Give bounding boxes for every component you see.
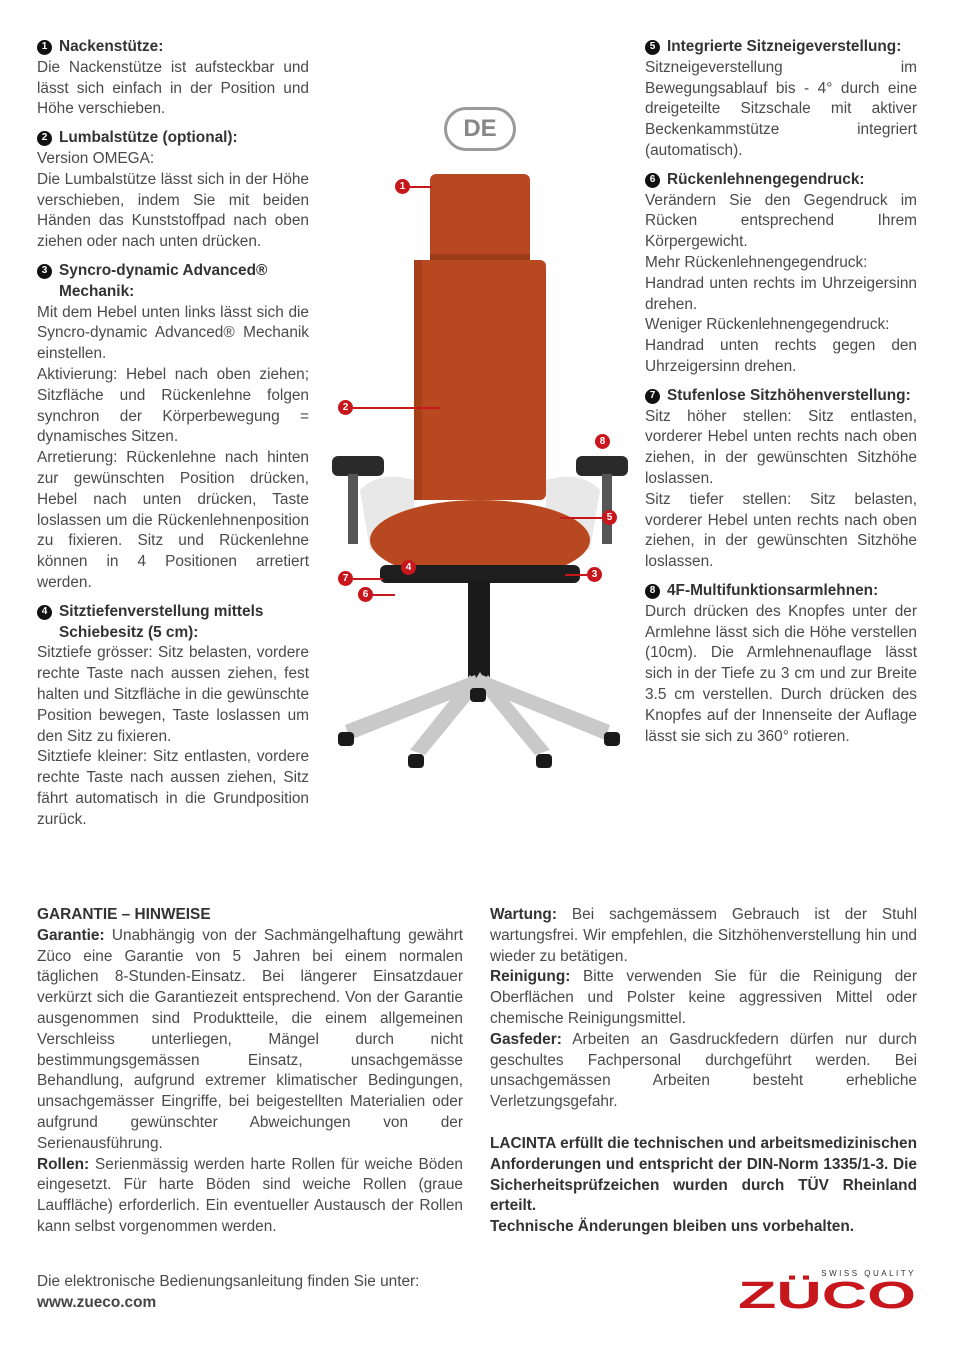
feature-text: Weniger Rückenlehnengegendruck: — [645, 316, 890, 334]
feature-number: 7 — [645, 389, 660, 404]
feature-number: 3 — [37, 264, 52, 279]
feature-text: Handrad unten rechts im Uhrzeigersinn drehen. — [645, 274, 917, 313]
feature-text: Sitz tiefer stellen: Sitz belasten, vorderer Hebel unten rechts nach oben ziehen, in der gewünschten Sitzhöhe loslassen. — [645, 490, 917, 571]
feature-title: Lumbalstütze (optional): — [59, 129, 238, 147]
feature-title: Syncro-dynamic Advanced® Mechanik: — [59, 261, 268, 300]
gasfeder-text: Arbeiten an Gasdruckfedern dürfen nur durch geschultes Fachpersonal durchgeführt werden. Bei unsachgemässen Arbeiten besteht erhebliche Verletzungsgefahr. — [490, 1030, 917, 1111]
footer — [37, 1271, 419, 1313]
feature-number: 5 — [645, 40, 660, 55]
wartung-label: Wartung: — [490, 906, 557, 923]
feature-number: 4 — [37, 605, 52, 620]
gasfeder-label: Gasfeder: — [490, 1030, 562, 1048]
rollen-label: Rollen: — [37, 1155, 90, 1173]
zueco-logo — [738, 1268, 918, 1310]
feature-text: Sitz höher stellen: Sitz entlasten, vorderer Hebel unten rechts nach oben ziehen, in der gewünschten Sitzhöhe loslassen. — [645, 407, 917, 487]
feature-7 — [645, 386, 917, 573]
callout-line — [560, 517, 602, 519]
callout-line — [410, 186, 432, 188]
footer-line: Die elektronische Bedienungsanleitung finden Sie unter: — [37, 1273, 420, 1290]
guarantee-section — [37, 905, 463, 1238]
wartung-text: Bei sachgemässem Gebrauch ist der Stuhl wartungsfrei. Wir empfehlen, die Sitzhöhenverstellung hin und wieder zu betätigen. — [490, 906, 917, 965]
feature-text: Arretierung: Rückenlehne nach hinten zur gewünschten Position drücken, Hebel nach unten drücken, Taste loslassen um die Rückenlehnenposition zu fixieren. Sitz und Rückenlehne können in 4 Positionen arretiert werden. — [37, 449, 309, 591]
backrest — [414, 260, 546, 500]
callout-8: 8 — [595, 434, 610, 449]
feature-text: Mit dem Hebel unten links lässt sich die Syncro-dynamic Advanced® Mechanik einstellen. — [37, 303, 309, 363]
office-chair-illustration — [320, 160, 640, 780]
feature-text: Mehr Rückenlehnengegendruck: — [645, 253, 868, 271]
garantie-label: Garantie: — [37, 926, 105, 944]
feature-1 — [37, 37, 309, 120]
callout-2: 2 — [338, 400, 353, 415]
callout-3: 3 — [587, 567, 602, 582]
feature-title: Rückenlehnengegendruck: — [667, 170, 865, 188]
feature-text: Sitztiefe grösser: Sitz belasten, vordere rechte Taste nach aussen ziehen, fest halten und Sitzfläche in die gewünschte Position bewegen, Taste loslassen um den Sitz zu fixieren. — [37, 644, 309, 745]
left-armrest — [332, 456, 384, 476]
logo-wordmark: ZÜCO — [738, 1275, 846, 1310]
callout-line — [565, 574, 587, 576]
feature-5 — [645, 37, 917, 162]
left-feature-column — [37, 37, 309, 838]
feature-text: Verändern Sie den Gegendruck im Rücken entsprechend Ihrem Körpergewicht. — [645, 191, 917, 251]
garantie-text: Unabhängig von der Sachmängelhaftung gewährt Züco eine Garantie von 5 Jahren bei einem normalen täglichen 8-Stunden-Einsatz. Bei längerer Einsatzdauer verkürzt sich die Garantiezeit entsprechend. Von der Garantie ausgenommen sind Produktteile, die einem allgemeinen Verschleiss unterliegen, Mängel durch nicht bestimmungsgemässen Einsatz, unsachgemässe Behandlung, aufgrund extremer klimatischer Bedingungen, unsachgemässer Eingriffe, bei beigestellten Materialien oder aufgrund gewünschter Abweichungen von der Serienausführung. — [37, 926, 463, 1152]
feature-title: Sitztiefenverstellung mittels Schiebesitz (5 cm): — [59, 602, 264, 641]
reinigung-label: Reinigung: — [490, 968, 571, 986]
callout-6: 6 — [358, 587, 373, 602]
feature-2 — [37, 128, 309, 253]
feature-text: Die Nackenstütze ist aufsteckbar und lässt sich einfach in der Position und Höhe verschieben. — [37, 58, 309, 118]
feature-text: Sitztiefe kleiner: Sitz entlasten, vordere rechte Taste nach aussen ziehen, Sitz fährt automatisch in die Grundposition zurück. — [37, 748, 309, 828]
technical-changes-note: Technische Änderungen bleiben uns vorbehalten. — [490, 1218, 855, 1236]
feature-text: Die Lumbalstütze lässt sich in der Höhe verschieben, indem Sie mit beiden Händen das Kunststoffpad nach oben ziehen oder nach unten drücken. — [37, 170, 309, 251]
feature-number: 8 — [645, 584, 660, 599]
conformity-statement: LACINTA erfüllt die technischen und arbeitsmedizinischen Anforderungen und entspricht der DIN-Norm 1335/1-3. Die Sicherheitsprüfzeichen wurden durch TÜV Rheinland erteilt. — [490, 1134, 917, 1215]
guarantee-title: GARANTIE – HINWEISE — [37, 906, 211, 923]
feature-text: Aktivierung: Hebel nach oben ziehen; Sitzfläche und Rückenlehne folgen synchron der Körperbewegung = dynamisches Sitzen. — [37, 365, 309, 446]
right-armrest — [576, 456, 628, 476]
callout-7: 7 — [338, 571, 353, 586]
feature-number: 2 — [37, 131, 52, 146]
callout-line — [353, 578, 383, 580]
callout-4: 4 — [401, 560, 416, 575]
right-feature-column — [645, 37, 917, 755]
feature-text: Sitzneigeverstellung im Bewegungsablauf bis - 4° durch eine dreigeteilte Sitzschale mit aktiver Beckenkammstütze integriert (automatisch). — [645, 58, 917, 159]
feature-text: Handrad unten rechts gegen den Uhrzeigersinn drehen. — [645, 337, 917, 375]
language-badge: DE — [444, 107, 516, 151]
callout-line — [353, 407, 440, 409]
rollen-text: Serienmässig werden harte Rollen für weiche Böden eingesetzt. Für harte Böden sind weiche Rollen (graue Lauffläche) erforderlich. Ein eventueller Austausch der Rollen kann selbst vorgenommen werden. — [37, 1155, 463, 1235]
feature-title: 4F-Multifunktionsarmlehnen: — [667, 581, 879, 599]
callout-1: 1 — [395, 179, 410, 194]
callout-5: 5 — [602, 510, 617, 525]
care-section — [490, 905, 917, 1238]
gas-column — [468, 580, 490, 680]
feature-6 — [645, 170, 917, 378]
feature-8 — [645, 581, 917, 747]
feature-title: Integrierte Sitzneigeverstellung: — [667, 38, 902, 55]
callout-line — [373, 594, 395, 596]
feature-number: 1 — [37, 40, 52, 55]
feature-text: Version OMEGA: — [37, 149, 155, 167]
feature-text: Durch drücken des Knopfes unter der Armlehne lässt sich die Höhe verstellen (10cm). Die Armlehnenauflage lässt sich in der Tiefe zu 3 cm und zur Breite 3.5 cm verstellen. Durch drücken des Knopfes auf der Innenseite der Auflage lässt sie sich zu 360° rotieren. — [645, 602, 917, 745]
feature-title: Stufenlose Sitzhöhenverstellung: — [667, 386, 911, 404]
feature-3 — [37, 261, 309, 594]
feature-4 — [37, 602, 309, 831]
feature-title: Nackenstütze: — [59, 38, 164, 55]
chair-base — [345, 672, 610, 755]
website-link[interactable]: www.zueco.com — [37, 1294, 157, 1311]
headrest — [430, 174, 530, 264]
logo-tagline: SWISS QUALITY — [821, 1269, 916, 1278]
reinigung-text: Bitte verwenden Sie für die Reinigung der Oberflächen und Polster keine aggressiven Mittel oder chemische Reinigungsmittel. — [490, 968, 917, 1027]
feature-number: 6 — [645, 173, 660, 188]
